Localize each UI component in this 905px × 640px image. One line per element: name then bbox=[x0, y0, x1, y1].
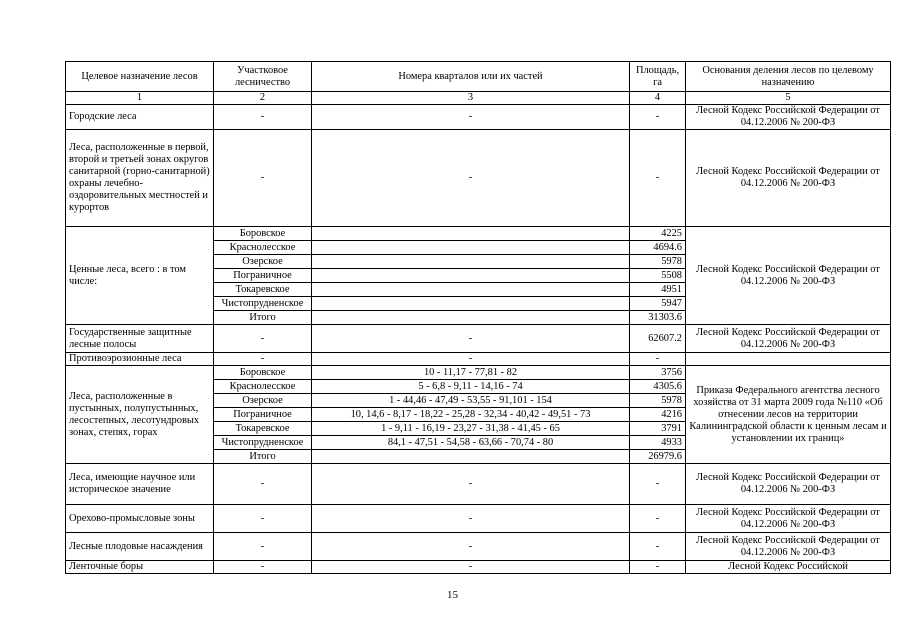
row-basis: Лесной Кодекс Российской Федерации от 04.12.2006 № 200-ФЗ bbox=[686, 464, 891, 505]
table-row bbox=[66, 533, 891, 561]
row-purpose: Государственные защитные лесные полосы bbox=[66, 325, 214, 353]
row-basis: Лесной Кодекс Российской bbox=[686, 561, 891, 574]
area-value: 4694.6 bbox=[630, 241, 686, 255]
empty-cell: - bbox=[214, 105, 312, 130]
total-label: Итого bbox=[214, 311, 312, 325]
empty-cell: - bbox=[312, 561, 630, 574]
empty-cell: - bbox=[312, 325, 630, 353]
header-row bbox=[66, 62, 891, 92]
area-value: 4951 bbox=[630, 283, 686, 297]
quarters-cell: 84,1 - 47,51 - 54,58 - 63,66 - 70,74 - 80 bbox=[312, 436, 630, 450]
table-row bbox=[66, 130, 891, 227]
table-row bbox=[66, 105, 891, 130]
row-purpose: Ленточные боры bbox=[66, 561, 214, 574]
area-value: 4933 bbox=[630, 436, 686, 450]
quarters-cell bbox=[312, 255, 630, 269]
district-name: Токаревское bbox=[214, 283, 312, 297]
quarters-cell: 5 - 6,8 - 9,11 - 14,16 - 74 bbox=[312, 380, 630, 394]
quarters-cell bbox=[312, 241, 630, 255]
area-value: 4305.6 bbox=[630, 380, 686, 394]
column-number: 2 bbox=[214, 92, 312, 105]
column-number: 3 bbox=[312, 92, 630, 105]
empty-cell: - bbox=[214, 561, 312, 574]
empty-cell: - bbox=[214, 533, 312, 561]
row-purpose: Противоэрозионные леса bbox=[66, 353, 214, 366]
header-basis: Основания деления лесов по целевому назначению bbox=[686, 62, 891, 92]
row-purpose: Леса, имеющие научное или историческое значение bbox=[66, 464, 214, 505]
table-row bbox=[66, 325, 891, 353]
empty-cell: - bbox=[630, 105, 686, 130]
row-basis: Лесной Кодекс Российской Федерации от 04.12.2006 № 200-ФЗ bbox=[686, 130, 891, 227]
area-value: 3756 bbox=[630, 366, 686, 380]
row-purpose: Ценные леса, всего : в том числе: bbox=[66, 227, 214, 325]
empty-cell: - bbox=[312, 464, 630, 505]
area-value: 62607.2 bbox=[630, 325, 686, 353]
area-value: 5508 bbox=[630, 269, 686, 283]
quarters-cell: 1 - 44,46 - 47,49 - 53,55 - 91,101 - 154 bbox=[312, 394, 630, 408]
district-name: Боровское bbox=[214, 366, 312, 380]
column-number: 4 bbox=[630, 92, 686, 105]
district-name: Краснолесское bbox=[214, 380, 312, 394]
district-name: Озерское bbox=[214, 394, 312, 408]
empty-cell: - bbox=[630, 464, 686, 505]
page-number: 15 bbox=[447, 589, 458, 601]
column-number-row bbox=[66, 92, 891, 105]
district-name: Пограничное bbox=[214, 408, 312, 422]
total-label: Итого bbox=[214, 450, 312, 464]
total-area: 31303.6 bbox=[630, 311, 686, 325]
district-name: Боровское bbox=[214, 227, 312, 241]
forest-purpose-table bbox=[65, 61, 891, 574]
district-name: Чистопрудненское bbox=[214, 297, 312, 311]
quarters-cell bbox=[312, 269, 630, 283]
area-value: 4225 bbox=[630, 227, 686, 241]
empty-cell: - bbox=[214, 464, 312, 505]
header-area: Площадь, га bbox=[630, 62, 686, 92]
district-name: Токаревское bbox=[214, 422, 312, 436]
header-quarters: Номера кварталов или их частей bbox=[312, 62, 630, 92]
area-value: 4216 bbox=[630, 408, 686, 422]
row-basis bbox=[686, 353, 891, 366]
quarters-cell bbox=[312, 283, 630, 297]
empty-cell: - bbox=[630, 561, 686, 574]
area-value: 5947 bbox=[630, 297, 686, 311]
row-purpose: Лесные плодовые насаждения bbox=[66, 533, 214, 561]
row-basis: Лесной Кодекс Российской Федерации от 04.12.2006 № 200-ФЗ bbox=[686, 325, 891, 353]
area-value: 5978 bbox=[630, 255, 686, 269]
table-row bbox=[66, 353, 891, 366]
row-basis: Лесной Кодекс Российской Федерации от 04.12.2006 № 200-ФЗ bbox=[686, 105, 891, 130]
header-district: Участковое лесничество bbox=[214, 62, 312, 92]
empty-cell: - bbox=[630, 505, 686, 533]
row-basis: Лесной Кодекс Российской Федерации от 04.12.2006 № 200-ФЗ bbox=[686, 227, 891, 325]
total-area: 26979.6 bbox=[630, 450, 686, 464]
row-basis: Приказа Федерального агентства лесного хозяйства от 31 марта 2009 года №110 «Об отнесении лесов на территории Калининградской области к ценным лесам и установлении их границ» bbox=[686, 366, 891, 464]
column-number: 5 bbox=[686, 92, 891, 105]
row-purpose: Городские леса bbox=[66, 105, 214, 130]
area-value: 3791 bbox=[630, 422, 686, 436]
empty-cell: - bbox=[214, 505, 312, 533]
empty-cell: - bbox=[312, 505, 630, 533]
table-row bbox=[66, 505, 891, 533]
district-name: Краснолесское bbox=[214, 241, 312, 255]
header-purpose: Целевое назначение лесов bbox=[66, 62, 214, 92]
row-purpose: Леса, расположенные в пустынных, полупустынных, лесостепных, лесотундровых зонах, степях, горах bbox=[66, 366, 214, 464]
district-name: Чистопрудненское bbox=[214, 436, 312, 450]
empty-cell: - bbox=[312, 533, 630, 561]
area-value: 5978 bbox=[630, 394, 686, 408]
quarters-cell: 1 - 9,11 - 16,19 - 23,27 - 31,38 - 41,45 - 65 bbox=[312, 422, 630, 436]
row-basis: Лесной Кодекс Российской Федерации от 04.12.2006 № 200-ФЗ bbox=[686, 505, 891, 533]
empty-cell: - bbox=[630, 130, 686, 227]
empty-cell: - bbox=[214, 130, 312, 227]
empty-cell: - bbox=[312, 130, 630, 227]
column-number: 1 bbox=[66, 92, 214, 105]
empty-cell: - bbox=[630, 353, 686, 366]
empty-cell: - bbox=[214, 353, 312, 366]
district-name: Озерское bbox=[214, 255, 312, 269]
empty-cell: - bbox=[312, 353, 630, 366]
quarters-cell bbox=[312, 450, 630, 464]
quarters-cell: 10, 14,6 - 8,17 - 18,22 - 25,28 - 32,34 - 40,42 - 49,51 - 73 bbox=[312, 408, 630, 422]
quarters-cell bbox=[312, 227, 630, 241]
quarters-cell bbox=[312, 311, 630, 325]
empty-cell: - bbox=[630, 533, 686, 561]
table-row bbox=[66, 464, 891, 505]
quarters-cell: 10 - 11,17 - 77,81 - 82 bbox=[312, 366, 630, 380]
row-basis: Лесной Кодекс Российской Федерации от 04.12.2006 № 200-ФЗ bbox=[686, 533, 891, 561]
quarters-cell bbox=[312, 297, 630, 311]
row-purpose: Леса, расположенные в первой, второй и третьей зонах округов санитарной (горно-санитарной) охраны лечебно-оздоровительных местностей и курортов bbox=[66, 130, 214, 227]
table-row bbox=[66, 227, 891, 241]
empty-cell: - bbox=[214, 325, 312, 353]
empty-cell: - bbox=[312, 105, 630, 130]
district-name: Пограничное bbox=[214, 269, 312, 283]
table-row bbox=[66, 561, 891, 574]
row-purpose: Орехово-промысловые зоны bbox=[66, 505, 214, 533]
table-row bbox=[66, 366, 891, 380]
